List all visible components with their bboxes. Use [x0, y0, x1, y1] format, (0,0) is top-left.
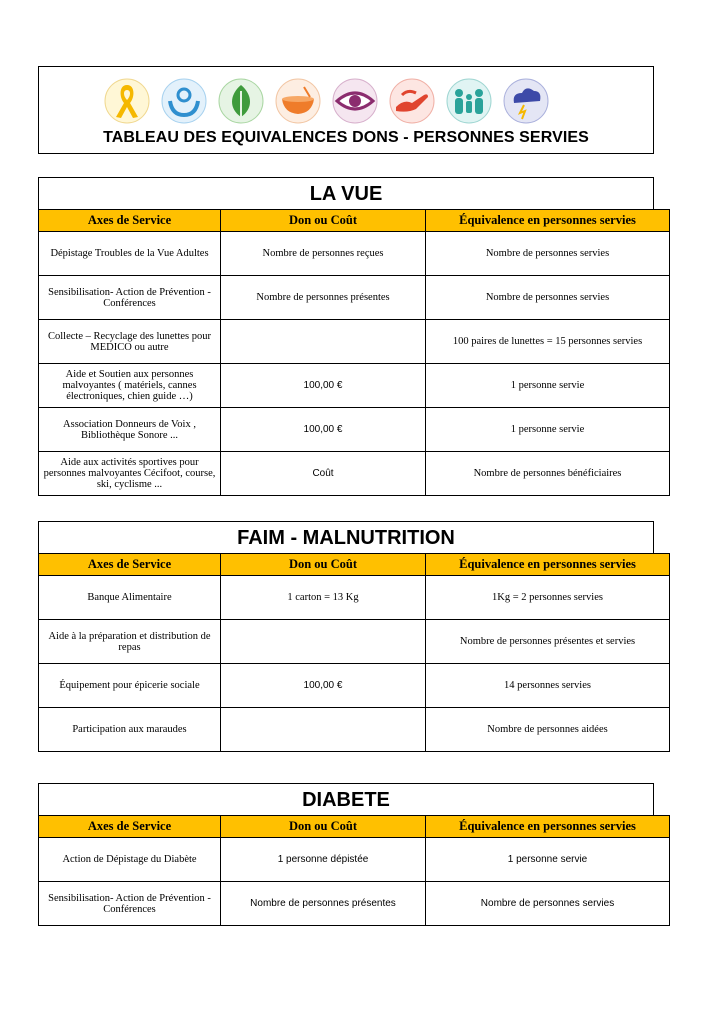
family-icon [445, 77, 493, 125]
ribbon-icon [103, 77, 151, 125]
leaf-icon [217, 77, 265, 125]
table-row [39, 364, 670, 408]
cell-don [221, 320, 426, 364]
cell-don: 100,00 € [221, 408, 426, 452]
table-row [39, 838, 670, 882]
table-row [39, 620, 670, 664]
section-la-vue [38, 177, 654, 496]
cell-axe: Sensibilisation- Action de Prévention - Conférences [39, 882, 221, 926]
cell-equiv: 14 personnes servies [426, 664, 670, 708]
cell-don: 1 personne dépistée [221, 838, 426, 882]
bowl-icon [274, 77, 322, 125]
section-diabete [38, 783, 654, 926]
cell-don: 100,00 € [221, 364, 426, 408]
cell-don: 1 carton = 13 Kg [221, 576, 426, 620]
table-row [39, 708, 670, 752]
cell-axe: Aide à la préparation et distribution de repas [39, 620, 221, 664]
cell-don [221, 708, 426, 752]
cell-don: Nombre de personnes présentes [221, 882, 426, 926]
col-header-axes: Axes de Service [39, 816, 221, 838]
table-row [39, 276, 670, 320]
cell-axe: Collecte – Recyclage des lunettes pour MEDICO ou autre [39, 320, 221, 364]
cause-icons [103, 77, 550, 125]
table-faim [38, 553, 670, 752]
hands-icon [160, 77, 208, 125]
cell-equiv: Nombre de personnes aidées [426, 708, 670, 752]
section-title-faim: FAIM - MALNUTRITION [38, 521, 654, 553]
table-header-row [39, 210, 670, 232]
table-diabete [38, 815, 670, 926]
table-header-row [39, 816, 670, 838]
cell-equiv: Nombre de personnes bénéficiaires [426, 452, 670, 496]
cell-don: Nombre de personnes présentes [221, 276, 426, 320]
table-header-row [39, 554, 670, 576]
cell-don: Nombre de personnes reçues [221, 232, 426, 276]
header-box [38, 66, 654, 154]
cell-equiv: 1 personne servie [426, 408, 670, 452]
section-title-la-vue: LA VUE [38, 177, 654, 209]
col-header-axes: Axes de Service [39, 210, 221, 232]
cell-equiv: Nombre de personnes servies [426, 882, 670, 926]
table-row [39, 452, 670, 496]
table-row [39, 664, 670, 708]
storm-icon [502, 77, 550, 125]
table-row [39, 320, 670, 364]
col-header-don: Don ou Coût [221, 554, 426, 576]
cell-don [221, 620, 426, 664]
cell-equiv: 1 personne servie [426, 838, 670, 882]
col-header-don: Don ou Coût [221, 210, 426, 232]
table-row [39, 408, 670, 452]
cell-axe: Association Donneurs de Voix , Bibliothèque Sonore ... [39, 408, 221, 452]
section-faim [38, 521, 654, 752]
eye-icon [331, 77, 379, 125]
col-header-equiv: Équivalence en personnes servies [426, 554, 670, 576]
table-row [39, 882, 670, 926]
cell-axe: Aide aux activités sportives pour personnes malvoyantes Cécifoot, course, ski, cyclisme ... [39, 452, 221, 496]
cell-equiv: 1 personne servie [426, 364, 670, 408]
col-header-axes: Axes de Service [39, 554, 221, 576]
cell-don: Coût [221, 452, 426, 496]
cell-don: 100,00 € [221, 664, 426, 708]
table-row [39, 576, 670, 620]
cell-equiv: 100 paires de lunettes = 15 personnes servies [426, 320, 670, 364]
col-header-equiv: Équivalence en personnes servies [426, 816, 670, 838]
cell-axe: Banque Alimentaire [39, 576, 221, 620]
cell-axe: Action de Dépistage du Diabète [39, 838, 221, 882]
helping-hand-icon [388, 77, 436, 125]
cell-equiv: Nombre de personnes servies [426, 276, 670, 320]
cell-axe: Sensibilisation- Action de Prévention - Conférences [39, 276, 221, 320]
col-header-don: Don ou Coût [221, 816, 426, 838]
table-la-vue [38, 209, 670, 496]
section-title-diabete: DIABETE [38, 783, 654, 815]
cell-equiv: Nombre de personnes présentes et servies [426, 620, 670, 664]
page-title: TABLEAU DES EQUIVALENCES DONS - PERSONNES SERVIES [103, 129, 589, 146]
table-row [39, 232, 670, 276]
cell-axe: Aide et Soutien aux personnes malvoyantes ( matériels, cannes électroniques, chien guide …) [39, 364, 221, 408]
cell-equiv: Nombre de personnes servies [426, 232, 670, 276]
col-header-equiv: Équivalence en personnes servies [426, 210, 670, 232]
cell-axe: Équipement pour épicerie sociale [39, 664, 221, 708]
cell-axe: Participation aux maraudes [39, 708, 221, 752]
cell-axe: Dépistage Troubles de la Vue Adultes [39, 232, 221, 276]
cell-equiv: 1Kg = 2 personnes servies [426, 576, 670, 620]
